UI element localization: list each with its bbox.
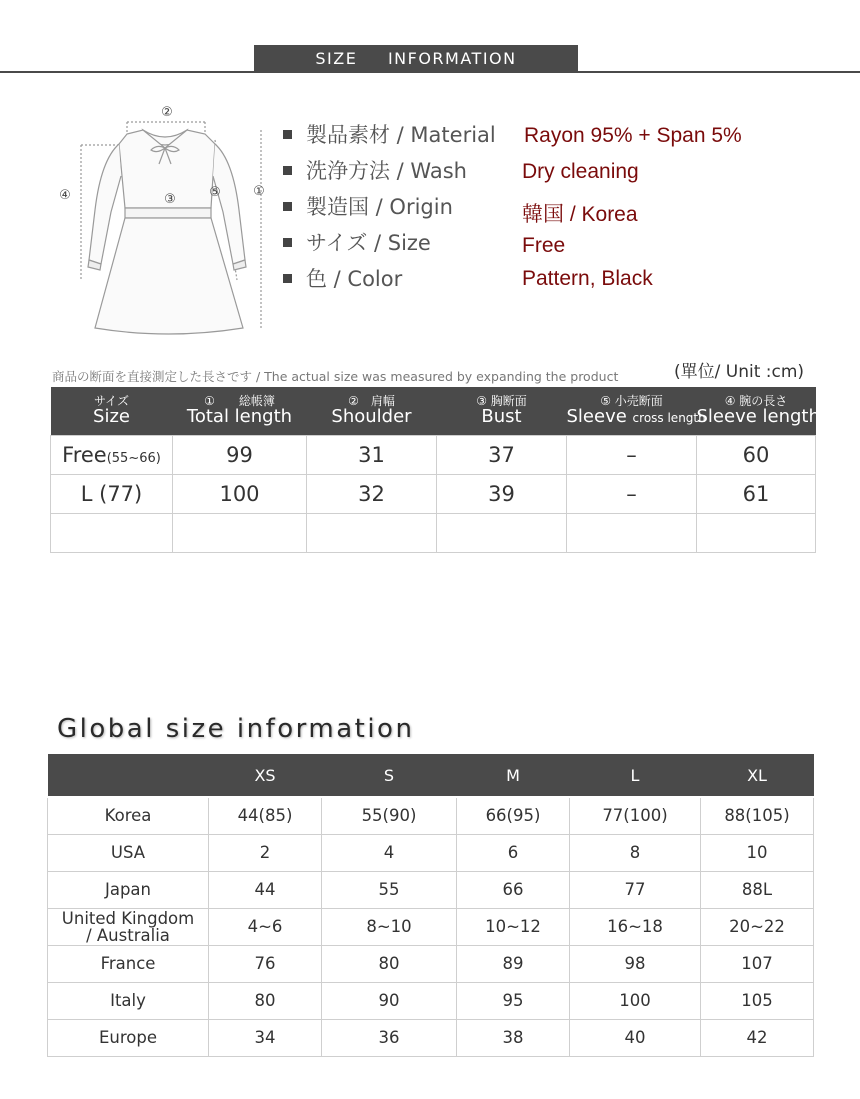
unit-label: (單位/ Unit :cm): [674, 362, 805, 382]
table-cell: [173, 514, 307, 553]
table-cell: 66: [457, 872, 570, 909]
bullet-icon: [283, 130, 292, 139]
spec-row-size: [283, 227, 431, 257]
table-cell: 44: [209, 872, 322, 909]
marker-shoulder: ②: [161, 105, 173, 120]
size-table: [50, 387, 820, 553]
spec-label: 色 / Color: [306, 267, 403, 291]
table-cell: 61: [697, 475, 816, 514]
bullet-icon: [283, 202, 292, 211]
header-s: S: [322, 754, 457, 797]
global-table-header: [48, 754, 814, 797]
table-row: [48, 835, 814, 872]
table-cell: 20~22: [701, 909, 814, 946]
header-xs: XS: [209, 754, 322, 797]
spec-label: 洗浄方法 / Wash: [306, 159, 467, 183]
table-row: [48, 872, 814, 909]
table-cell: 39: [437, 475, 567, 514]
table-cell: 6: [457, 835, 570, 872]
table-cell: 77: [570, 872, 701, 909]
table-cell: 4~6: [209, 909, 322, 946]
bullet-icon: [283, 274, 292, 283]
table-cell: –: [567, 475, 697, 514]
header-region: [48, 754, 209, 797]
table-row: [48, 946, 814, 983]
table-cell: 95: [457, 983, 570, 1020]
region-cell: Italy: [48, 983, 209, 1020]
table-cell: 55(90): [322, 797, 457, 835]
table-cell: 107: [701, 946, 814, 983]
table-cell: 80: [322, 946, 457, 983]
header-size: サイズ Size: [51, 387, 173, 436]
marker-sleeve-length: ④: [59, 188, 71, 203]
table-cell: 100: [173, 475, 307, 514]
header-shoulder: ② 肩幅 Shoulder: [307, 387, 437, 436]
spec-label: 製造国 / Origin: [306, 195, 453, 219]
table-row: [48, 797, 814, 835]
table-cell: 34: [209, 1020, 322, 1057]
spec-label: サイズ / Size: [306, 231, 431, 255]
table-row: [48, 983, 814, 1020]
marker-sleeve-cross: ⑤: [209, 185, 221, 200]
table-cell: 99: [173, 436, 307, 475]
header-l: L: [570, 754, 701, 797]
table-row: [48, 1020, 814, 1057]
table-cell: 55: [322, 872, 457, 909]
table-row: [51, 475, 816, 514]
table-cell: 100: [570, 983, 701, 1020]
table-cell: [51, 514, 173, 553]
table-cell: 38: [457, 1020, 570, 1057]
table-cell: 44(85): [209, 797, 322, 835]
marker-total-length: ①: [253, 184, 265, 199]
table-cell: 4: [322, 835, 457, 872]
spec-value-wash: Dry cleaning: [522, 160, 639, 183]
spec-value-color: Pattern, Black: [522, 267, 653, 290]
table-cell: [567, 514, 697, 553]
spec-row-origin: [283, 191, 453, 221]
size-cell: Free(55~66): [51, 436, 173, 475]
size-cell: L (77): [51, 475, 173, 514]
region-cell: USA: [48, 835, 209, 872]
region-cell: France: [48, 946, 209, 983]
table-cell: 8~10: [322, 909, 457, 946]
section-title-word1: SIZE: [315, 49, 358, 68]
table-cell: 88(105): [701, 797, 814, 835]
table-cell: 77(100): [570, 797, 701, 835]
table-cell: [697, 514, 816, 553]
table-cell: 8: [570, 835, 701, 872]
table-cell: 88L: [701, 872, 814, 909]
table-row: [51, 436, 816, 475]
spec-value-origin: 韓国 / Korea: [522, 203, 638, 226]
region-cell: United Kingdom / Australia: [48, 909, 209, 946]
section-title: [254, 45, 578, 72]
header-m: M: [457, 754, 570, 797]
table-cell: 89: [457, 946, 570, 983]
table-cell: –: [567, 436, 697, 475]
table-cell: 10~12: [457, 909, 570, 946]
dress-diagram: [55, 100, 280, 345]
region-cell: Japan: [48, 872, 209, 909]
size-table-header: [51, 387, 816, 436]
table-row-empty: [51, 514, 816, 553]
table-cell: 32: [307, 475, 437, 514]
spec-label: 製品素材 / Material: [306, 123, 496, 147]
table-cell: 76: [209, 946, 322, 983]
table-cell: 2: [209, 835, 322, 872]
global-size-table: [47, 754, 814, 1057]
table-cell: [437, 514, 567, 553]
table-cell: 42: [701, 1020, 814, 1057]
spec-row-material: [283, 119, 496, 149]
table-cell: 31: [307, 436, 437, 475]
header-total-length: ① 総帳簿 Total length: [173, 387, 307, 436]
table-cell: 105: [701, 983, 814, 1020]
spec-row-color: [283, 263, 402, 293]
table-cell: [307, 514, 437, 553]
table-cell: 10: [701, 835, 814, 872]
marker-bust: ③: [164, 192, 176, 207]
header-sleeve-length: ④ 腕の長さ Sleeve length: [697, 387, 816, 436]
header-bust: ③ 胸断面 Bust: [437, 387, 567, 436]
measure-note: 商品の断面を直接測定した長さです / The actual size was measured by expanding the product: [52, 369, 619, 384]
table-cell: 37: [437, 436, 567, 475]
region-cell: Europe: [48, 1020, 209, 1057]
bullet-icon: [283, 166, 292, 175]
global-title: Global size information: [57, 714, 415, 744]
table-cell: 80: [209, 983, 322, 1020]
spec-value-material: Rayon 95% + Span 5%: [524, 124, 742, 147]
table-cell: 40: [570, 1020, 701, 1057]
spec-row-wash: [283, 155, 467, 185]
table-cell: 60: [697, 436, 816, 475]
table-cell: 16~18: [570, 909, 701, 946]
bullet-icon: [283, 238, 292, 247]
table-cell: 98: [570, 946, 701, 983]
table-cell: 90: [322, 983, 457, 1020]
section-title-word2: INFORMATION: [387, 49, 517, 68]
header-sleeve-cross: ⑤ 小売断面 Sleeve cross length: [567, 387, 697, 436]
table-row: [48, 909, 814, 946]
spec-value-size: Free: [522, 234, 566, 257]
header-xl: XL: [701, 754, 814, 797]
table-cell: 36: [322, 1020, 457, 1057]
region-cell: Korea: [48, 797, 209, 835]
table-cell: 66(95): [457, 797, 570, 835]
